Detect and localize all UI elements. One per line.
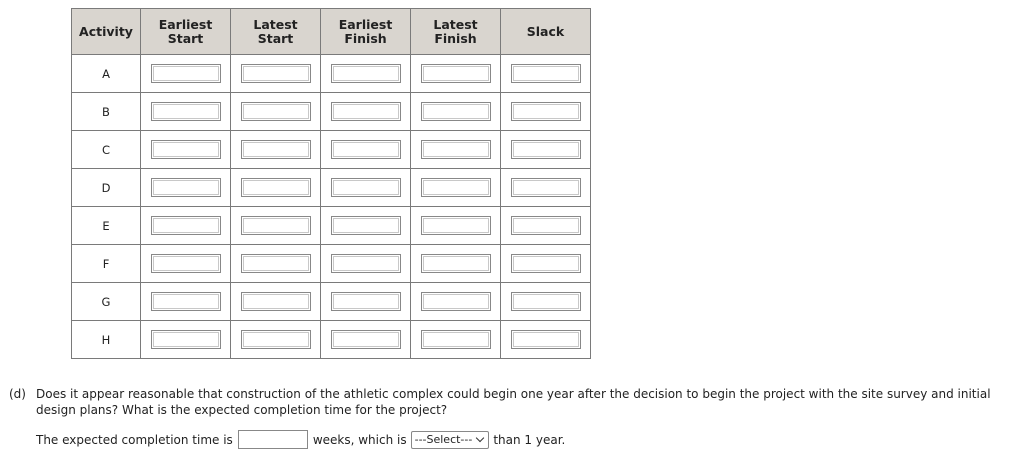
earliest-finish-cell — [321, 169, 411, 207]
select-value: ---Select--- — [414, 432, 473, 446]
slack-cell — [501, 55, 591, 93]
earliest-start-cell — [141, 131, 231, 169]
earliest-start-cell — [141, 207, 231, 245]
latest-start-input[interactable] — [241, 102, 311, 121]
earliest-finish-input[interactable] — [331, 140, 401, 159]
latest-finish-cell — [411, 55, 501, 93]
table-row — [72, 93, 591, 131]
earliest-start-cell — [141, 93, 231, 131]
latest-finish-cell — [411, 245, 501, 283]
header-latest-finish: Latest Finish — [411, 9, 501, 55]
slack-cell — [501, 283, 591, 321]
latest-finish-cell — [411, 131, 501, 169]
latest-start-cell — [231, 283, 321, 321]
latest-finish-input[interactable] — [421, 292, 491, 311]
header-earliest-start: Earliest Start — [141, 9, 231, 55]
earliest-finish-cell — [321, 131, 411, 169]
earliest-start-cell — [141, 245, 231, 283]
activity-label: E — [72, 207, 141, 245]
table-row — [72, 321, 591, 359]
slack-cell — [501, 131, 591, 169]
earliest-start-cell — [141, 55, 231, 93]
question-number: (d) — [9, 387, 26, 401]
slack-cell — [501, 93, 591, 131]
activity-label: C — [72, 131, 141, 169]
answer-line — [36, 430, 565, 449]
slack-cell — [501, 169, 591, 207]
latest-finish-input[interactable] — [421, 216, 491, 235]
slack-input[interactable] — [511, 292, 581, 311]
latest-finish-input[interactable] — [421, 102, 491, 121]
table-row — [72, 131, 591, 169]
latest-finish-input[interactable] — [421, 330, 491, 349]
header-row — [72, 9, 591, 55]
earliest-start-input[interactable] — [151, 330, 221, 349]
table-row — [72, 283, 591, 321]
latest-start-cell — [231, 93, 321, 131]
earliest-start-cell — [141, 169, 231, 207]
earliest-finish-input[interactable] — [331, 254, 401, 273]
activity-label: D — [72, 169, 141, 207]
latest-start-cell — [231, 131, 321, 169]
latest-finish-cell — [411, 207, 501, 245]
earliest-start-input[interactable] — [151, 64, 221, 83]
answer-suffix: than 1 year. — [493, 432, 566, 447]
completion-time-input[interactable] — [238, 430, 308, 449]
table-row — [72, 245, 591, 283]
latest-finish-cell — [411, 321, 501, 359]
slack-cell — [501, 321, 591, 359]
earliest-start-input[interactable] — [151, 254, 221, 273]
earliest-finish-input[interactable] — [331, 330, 401, 349]
latest-start-cell — [231, 245, 321, 283]
earliest-finish-cell — [321, 93, 411, 131]
latest-finish-cell — [411, 93, 501, 131]
question-d — [9, 386, 1009, 418]
latest-start-input[interactable] — [241, 140, 311, 159]
earliest-finish-input[interactable] — [331, 102, 401, 121]
answer-mid: weeks, which is — [312, 432, 407, 447]
slack-input[interactable] — [511, 140, 581, 159]
latest-finish-cell — [411, 169, 501, 207]
earliest-finish-input[interactable] — [331, 292, 401, 311]
table-row — [72, 55, 591, 93]
earliest-start-input[interactable] — [151, 102, 221, 121]
earliest-start-input[interactable] — [151, 178, 221, 197]
earliest-finish-cell — [321, 321, 411, 359]
latest-finish-input[interactable] — [421, 254, 491, 273]
table-row — [72, 207, 591, 245]
latest-finish-input[interactable] — [421, 140, 491, 159]
earliest-start-cell — [141, 321, 231, 359]
answer-prefix: The expected completion time is — [36, 432, 233, 447]
header-slack: Slack — [501, 9, 591, 55]
slack-input[interactable] — [511, 216, 581, 235]
slack-input[interactable] — [511, 102, 581, 121]
earliest-finish-cell — [321, 283, 411, 321]
activity-label: A — [72, 55, 141, 93]
slack-cell — [501, 245, 591, 283]
earliest-finish-input[interactable] — [331, 178, 401, 197]
earliest-start-input[interactable] — [151, 140, 221, 159]
activity-schedule-table — [71, 8, 591, 359]
comparison-select[interactable] — [411, 431, 490, 449]
latest-start-cell — [231, 169, 321, 207]
latest-start-input[interactable] — [241, 216, 311, 235]
slack-cell — [501, 207, 591, 245]
activity-label: H — [72, 321, 141, 359]
latest-finish-cell — [411, 283, 501, 321]
header-latest-start: Latest Start — [231, 9, 321, 55]
latest-start-input[interactable] — [241, 254, 311, 273]
slack-input[interactable] — [511, 64, 581, 83]
latest-finish-input[interactable] — [421, 178, 491, 197]
latest-start-input[interactable] — [241, 330, 311, 349]
slack-input[interactable] — [511, 330, 581, 349]
latest-start-input[interactable] — [241, 178, 311, 197]
activity-label: G — [72, 283, 141, 321]
latest-start-cell — [231, 321, 321, 359]
earliest-finish-cell — [321, 55, 411, 93]
activity-label: F — [72, 245, 141, 283]
earliest-finish-input[interactable] — [331, 216, 401, 235]
latest-start-input[interactable] — [241, 64, 311, 83]
header-activity: Activity — [72, 9, 141, 55]
earliest-start-input[interactable] — [151, 216, 221, 235]
latest-start-input[interactable] — [241, 292, 311, 311]
slack-input[interactable] — [511, 254, 581, 273]
slack-input[interactable] — [511, 178, 581, 197]
latest-finish-input[interactable] — [421, 64, 491, 83]
activity-label: B — [72, 93, 141, 131]
chevron-down-icon — [476, 434, 484, 442]
earliest-start-input[interactable] — [151, 292, 221, 311]
earliest-finish-cell — [321, 245, 411, 283]
table-row — [72, 169, 591, 207]
latest-start-cell — [231, 55, 321, 93]
earliest-start-cell — [141, 283, 231, 321]
latest-start-cell — [231, 207, 321, 245]
earliest-finish-input[interactable] — [331, 64, 401, 83]
question-text: Does it appear reasonable that construction of the athletic complex could begin one year after the decision to begin the project with the site survey and initial design plans? What is the expected completion time for the project? — [36, 387, 991, 417]
header-earliest-finish: Earliest Finish — [321, 9, 411, 55]
earliest-finish-cell — [321, 207, 411, 245]
